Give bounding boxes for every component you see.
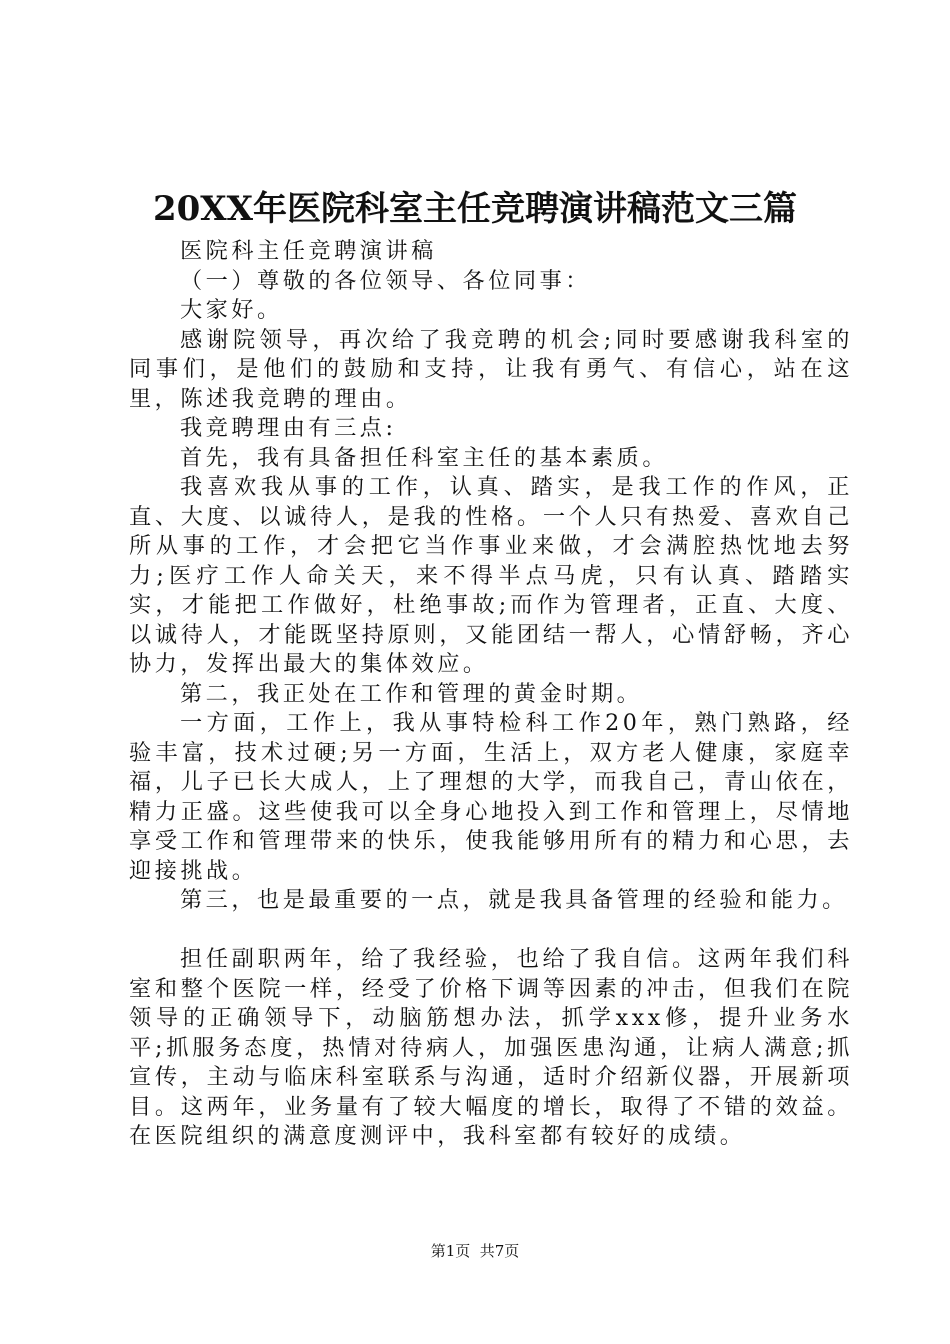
paragraph-first-reason: 首先，我有具备担任科室主任的基本素质。	[180, 444, 669, 471]
paragraph-second-reason: 第二，我正处在工作和管理的黄金时期。	[180, 680, 643, 707]
paragraph-second-detail: 一方面，工作上，我从事特检科工作20年，熟门熟路，经验丰富，技术过硬;另一方面，生活上，双方老人健康，家庭幸福，儿子已长大成人，上了理想的大学，而我自己，青山依在，精力正盛。这些使我可以全身心地投入到工作和管理上，尽情地享受工作和管理带来的快乐，使我能够用所有的精力和心思，去迎接挑战。	[129, 710, 853, 884]
paragraph-reasons-intro: 我竞聘理由有三点:	[180, 415, 397, 441]
paragraph-first-detail: 我喜欢我从事的工作，认真、踏实，是我工作的作风，正直、大度、以诚待人，是我的性格。一个人只有热爱、喜欢自己所从事的工作，才会把它当作事业来做，才会满腔热忱地去努力;医疗工作人命关天，来不得半点马虎，只有认真、踏踏实实，才能把工作做好，杜绝事故;而作为管理者，正直、大度、以诚待人，才能既坚持原则，又能团结一帮人，心情舒畅，齐心协力，发挥出最大的集体效应。	[129, 474, 853, 677]
paragraph-spacer	[129, 916, 853, 946]
document-title: 20XX年医院科室主任竞聘演讲稿范文三篇	[152, 189, 798, 229]
document-body	[129, 237, 853, 1152]
paragraph-third-reason: 第三，也是最重要的一点，就是我具备管理的经验和能力。	[180, 887, 848, 913]
paragraph-greeting: 大家好。	[180, 297, 283, 323]
paragraph-subtitle: 医院科主任竞聘演讲稿	[180, 238, 437, 264]
paragraph-salutation: （一）尊敬的各位领导、各位同事：	[180, 267, 591, 294]
paragraph-third-detail: 担任副职两年，给了我经验，也给了我自信。这两年我们科室和整个医院一样，经受了价格下调等因素的冲击，但我们在院领导的正确领导下，动脑筋想办法，抓学xxx修，提升业务水平;抓服务态度，热情对待病人，加强医患沟通，让病人满意;抓宣传，主动与临床科室联系与沟通，适时介绍新仪器，开展新项目。这两年，业务量有了较大幅度的增长，取得了不错的效益。在医院组织的满意度测评中，我科室都有较好的成绩。	[129, 946, 853, 1149]
page-footer: 第1页 共7页	[430, 1242, 520, 1260]
paragraph-thanks: 感谢院领导，再次给了我竞聘的机会;同时要感谢我科室的同事们，是他们的鼓励和支持，让我有勇气、有信心，站在这里，陈述我竞聘的理由。	[129, 326, 853, 412]
